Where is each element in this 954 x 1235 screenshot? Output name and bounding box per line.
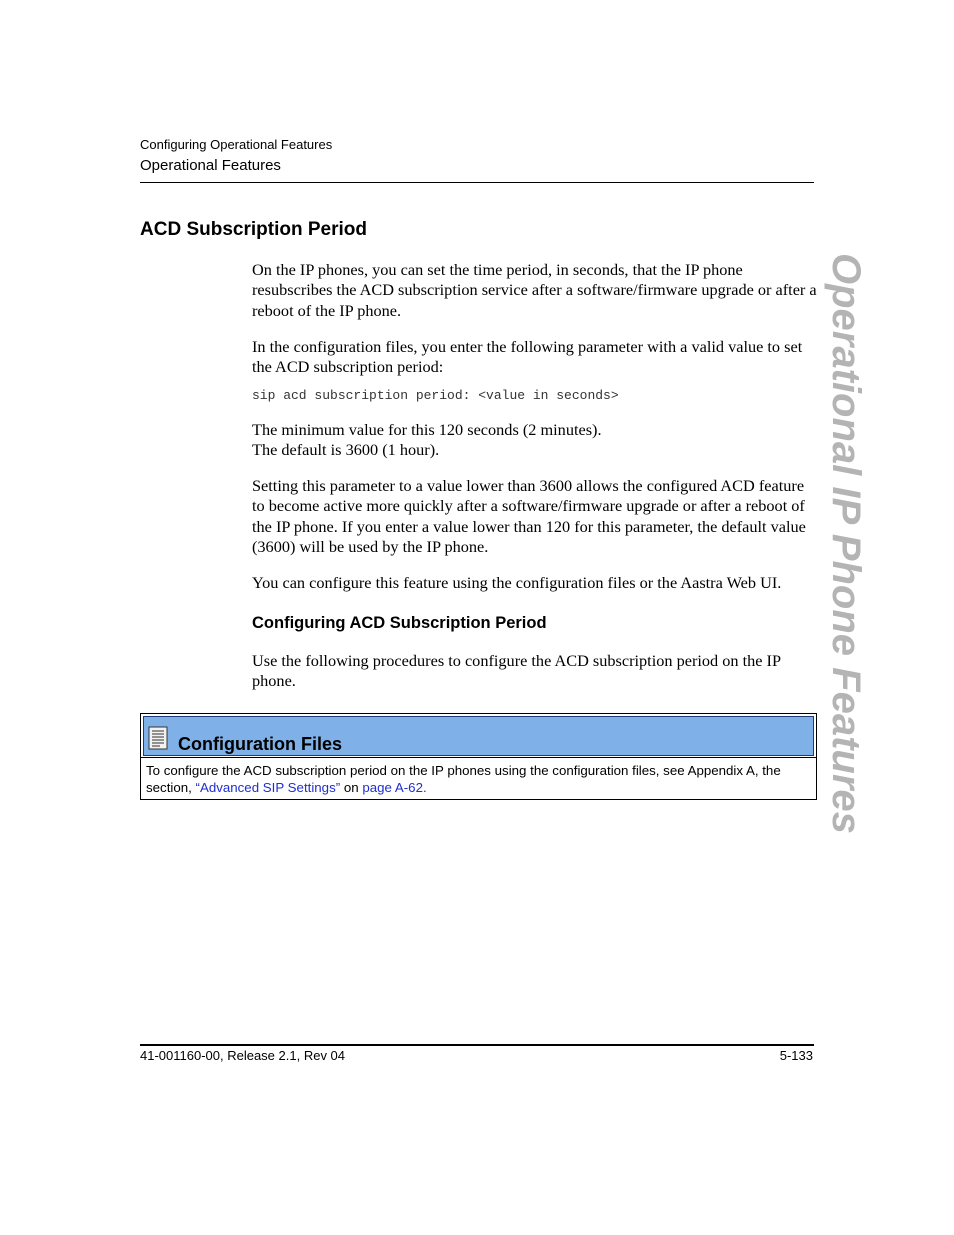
configuration-files-text [146, 762, 811, 796]
document-icon [148, 726, 168, 750]
procedure-paragraph: Use the following procedures to configure the ACD subscription period on the IP phone. [252, 651, 781, 691]
box-divider [141, 757, 816, 758]
default-value-text: The default is 3600 (1 hour). [252, 440, 440, 459]
parameter-code: sip acd subscription period: <value in seconds> [252, 388, 619, 403]
subheading: Configuring ACD Subscription Period [252, 614, 547, 632]
footer-page-number: 5-133 [779, 1048, 813, 1063]
running-header-chapter: Configuring Operational Features [140, 137, 333, 152]
header-rule [140, 182, 814, 183]
chapter-side-tab: Operational IP Phone Features [824, 253, 868, 834]
advanced-sip-settings-link[interactable]: “Advanced SIP Settings” [195, 780, 341, 795]
box-text-lead: To configure the ACD subscription period on the IP phones using the configuration files, see Appendix A, the section, [146, 763, 781, 795]
running-header-section: Operational Features [140, 157, 281, 174]
footer-rule [140, 1044, 814, 1046]
box-text-end: . [422, 780, 427, 795]
page-a62-link[interactable]: page A-62 [362, 780, 423, 795]
box-text-mid: on [340, 780, 363, 795]
minimum-value-text: The minimum value for this 120 seconds (2 minutes). [252, 420, 602, 439]
config-paragraph: In the configuration files, you enter the following parameter with a valid value to set the ACD subscription period: [252, 337, 803, 377]
intro-paragraph: On the IP phones, you can set the time period, in seconds, that the IP phone resubscribes the ACD subscription service after a software/firmware upgrade or after a reboot of the IP phone. [252, 260, 817, 320]
behavior-paragraph: Setting this parameter to a value lower than 3600 allows the configured ACD feature to become active more quickly after a software/firmware upgrade or after a reboot of the IP phone. If you enter a value lower than 120 for this parameter, the default value (3600) will be used by the IP phone. [252, 476, 806, 556]
footer-doc-id: 41-001160-00, Release 2.1, Rev 04 [140, 1048, 346, 1063]
configuration-files-title: Configuration Files [178, 734, 342, 754]
methods-paragraph: You can configure this feature using the configuration files or the Aastra Web UI. [252, 573, 782, 592]
configuration-files-header [143, 716, 814, 756]
configuration-files-box [140, 713, 817, 800]
section-title: ACD Subscription Period [140, 219, 367, 240]
